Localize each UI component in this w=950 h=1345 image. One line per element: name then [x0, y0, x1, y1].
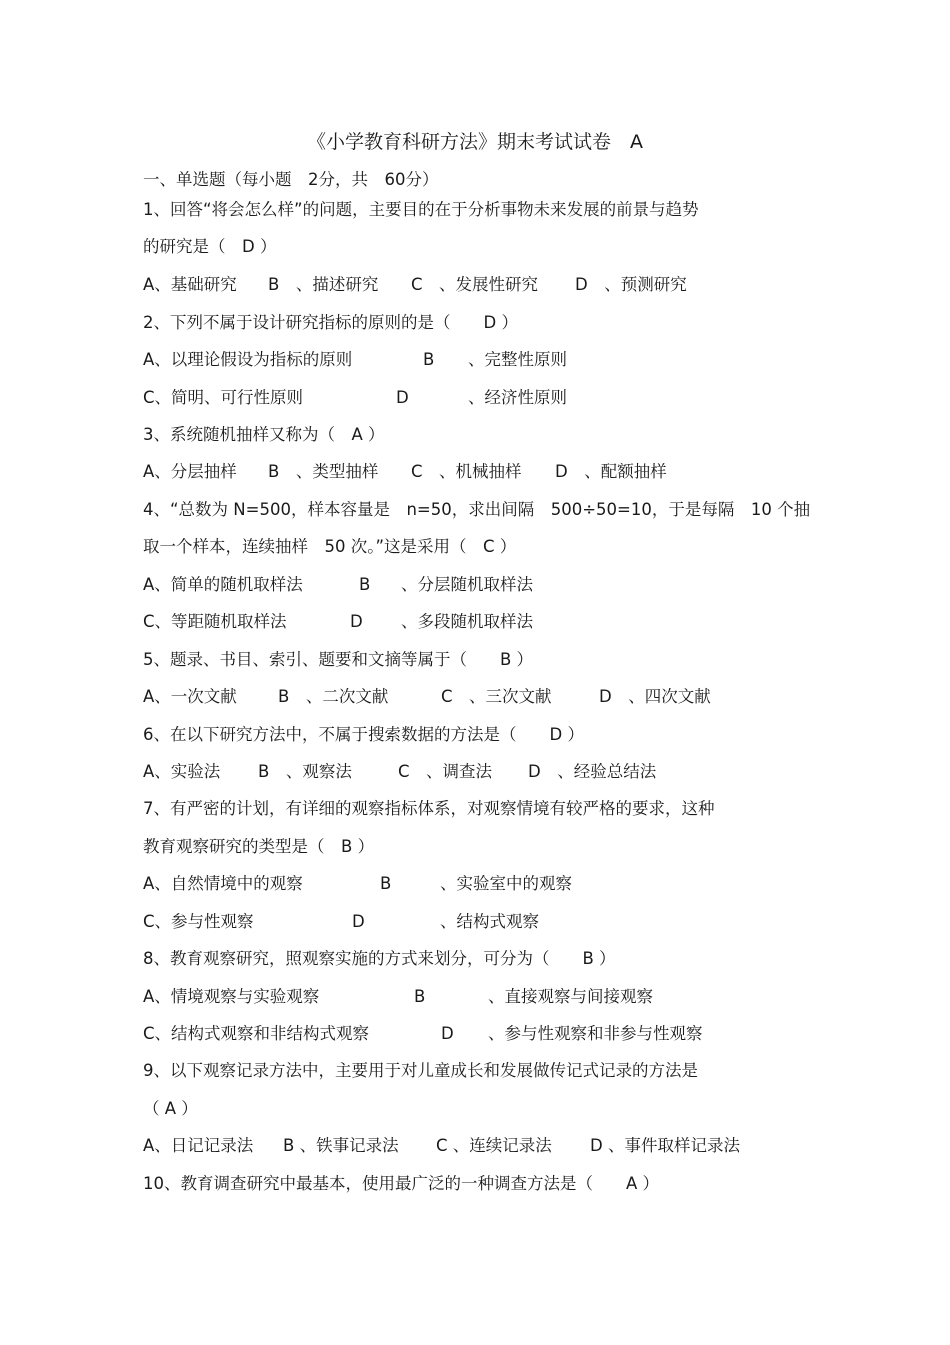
option-b: B 、描述研究	[268, 275, 379, 294]
option-d: D 、经验总结法	[528, 762, 657, 781]
exam-title: 《小学教育科研方法》期末考试试卷 A	[307, 131, 643, 153]
option-a: A、自然情境中的观察	[143, 874, 303, 893]
option-d: 、经济性原则	[468, 388, 567, 407]
question-7-line-2: 教育观察研究的类型是（ B ）	[143, 837, 375, 856]
option-a: A、以理论假设为指标的原则	[143, 350, 353, 369]
option-b: 、完整性原则	[468, 350, 567, 369]
option-d-letter: D	[441, 1024, 454, 1043]
option-a: A、日记记录法	[143, 1136, 254, 1155]
question-10-line-1: 10、教育调查研究中最基本，使用最广泛的一种调查方法是（ A ）	[143, 1174, 660, 1193]
option-a: A、基础研究	[143, 275, 237, 294]
option-a: A、一次文献	[143, 687, 237, 706]
question-9-options	[143, 1133, 843, 1159]
question-2-options-row-1	[143, 347, 843, 373]
question-9-line-2: （ A ）	[143, 1099, 198, 1118]
question-1-line-1: 1、回答“将会怎么样”的问题，主要目的在于分析事物未来发展的前景与趋势	[143, 200, 699, 219]
section-heading: 一、单选题（每小题 2分，共 60分）	[143, 170, 439, 189]
option-c: C 、三次文献	[441, 687, 552, 706]
question-6-options	[143, 759, 843, 785]
option-d-letter: D	[396, 388, 409, 407]
question-9-line-1: 9、以下观察记录方法中，主要用于对儿童成长和发展做传记式记录的方法是	[143, 1061, 698, 1080]
option-d: D 、四次文献	[599, 687, 711, 706]
question-4-options-row-2	[143, 609, 843, 635]
option-b: B 、二次文献	[278, 687, 389, 706]
option-a: A、实验法	[143, 762, 221, 781]
option-c: C 、机械抽样	[411, 462, 522, 481]
question-4-line-2: 取一个样本，连续抽样 50 次。”这是采用（ C ）	[143, 537, 517, 556]
option-c: C、等距随机取样法	[143, 612, 287, 631]
question-5-options	[143, 684, 843, 710]
option-b: 、实验室中的观察	[440, 874, 572, 893]
option-b-letter: B	[414, 987, 426, 1006]
question-5-line-1: 5、题录、书目、索引、题要和文摘等属于（ B ）	[143, 650, 534, 669]
option-a: A、简单的随机取样法	[143, 575, 303, 594]
question-4-options-row-1	[143, 572, 843, 598]
option-c: C、简明、可行性原则	[143, 388, 304, 407]
option-b: B 、观察法	[258, 762, 352, 781]
question-8-line-1: 8、教育观察研究，照观察实施的方式来划分，可分为（ B ）	[143, 949, 616, 968]
question-2-line-1: 2、下列不属于设计研究指标的原则的是（ D ）	[143, 313, 518, 332]
option-c: C 、调查法	[398, 762, 493, 781]
option-c: C、参与性观察	[143, 912, 254, 931]
question-7-options-row-1	[143, 871, 843, 897]
option-c: C、结构式观察和非结构式观察	[143, 1024, 370, 1043]
question-3-line-1: 3、系统随机抽样又称为（ A ）	[143, 425, 385, 444]
option-a: A、情境观察与实验观察	[143, 987, 320, 1006]
question-1-options	[143, 272, 843, 298]
option-b: 、直接观察与间接观察	[488, 987, 653, 1006]
option-d-letter: D	[350, 612, 363, 631]
question-8-options-row-1	[143, 984, 843, 1010]
option-b: B 、铁事记录法	[283, 1136, 399, 1155]
option-b: B 、类型抽样	[268, 462, 379, 481]
question-1-line-2: 的研究是（ D ）	[143, 237, 277, 256]
question-3-options	[143, 459, 843, 485]
option-d: D 、事件取样记录法	[590, 1136, 740, 1155]
option-b-letter: B	[423, 350, 435, 369]
question-7-options-row-2	[143, 909, 843, 935]
option-c: C 、连续记录法	[436, 1136, 552, 1155]
question-2-options-row-2	[143, 385, 843, 411]
option-d: 、结构式观察	[440, 912, 539, 931]
option-b-letter: B	[359, 575, 371, 594]
option-d: 、多段随机取样法	[401, 612, 533, 631]
option-d-letter: D	[352, 912, 365, 931]
question-8-options-row-2	[143, 1021, 843, 1047]
question-6-line-1: 6、在以下研究方法中，不属于搜索数据的方法是（ D ）	[143, 725, 584, 744]
option-a: A、分层抽样	[143, 462, 237, 481]
question-4-line-1: 4、“总数为 N=500，样本容量是 n=50，求出间隔 500÷50=10，于是每隔 10 个抽	[143, 500, 811, 519]
option-b-letter: B	[380, 874, 392, 893]
option-b: 、分层随机取样法	[401, 575, 533, 594]
option-d: D 、配额抽样	[555, 462, 667, 481]
question-7-line-1: 7、有严密的计划，有详细的观察指标体系，对观察情境有较严格的要求，这种	[143, 799, 715, 818]
option-d: D 、预测研究	[575, 275, 687, 294]
option-d: 、参与性观察和非参与性观察	[488, 1024, 703, 1043]
option-c: C 、发展性研究	[411, 275, 539, 294]
